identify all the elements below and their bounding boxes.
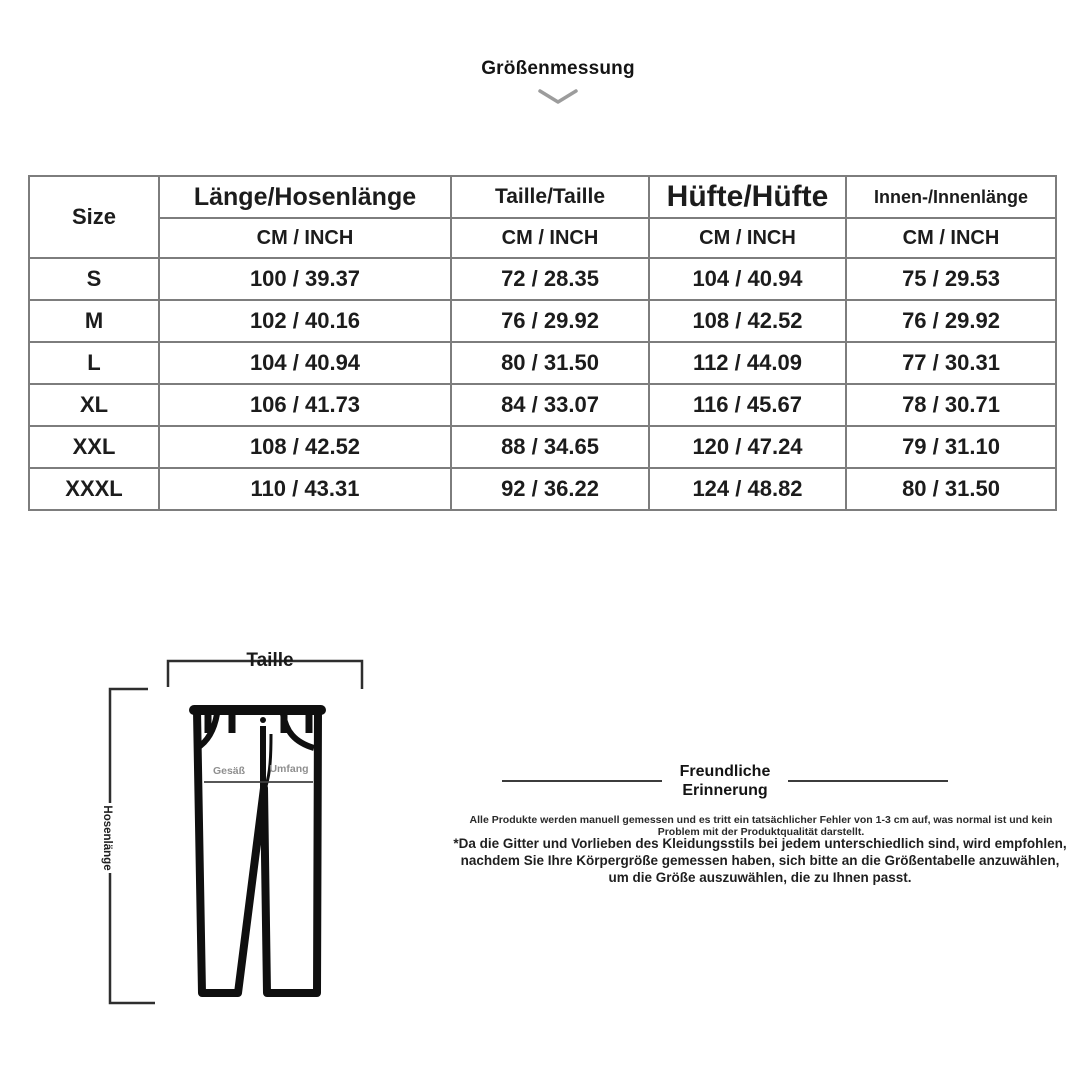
value-cell: 124 / 48.82 (649, 468, 846, 510)
size-cell: S (29, 258, 159, 300)
fly-button (260, 717, 266, 723)
table-header-row (29, 176, 1056, 218)
value-cell: 88 / 34.65 (451, 426, 649, 468)
size-cell: M (29, 300, 159, 342)
pants-outline (197, 711, 318, 993)
value-cell: 108 / 42.52 (649, 300, 846, 342)
value-cell: 79 / 31.10 (846, 426, 1056, 468)
value-cell: 84 / 33.07 (451, 384, 649, 426)
value-cell: 76 / 29.92 (846, 300, 1056, 342)
page-title: Größenmessung (481, 58, 635, 79)
value-cell: 76 / 29.92 (451, 300, 649, 342)
unit-cell: CM / INCH (451, 218, 649, 258)
column-header-innen: Innen-/Innenlänge (846, 176, 1056, 218)
size-table (28, 175, 1057, 511)
reminder-note: Alle Produkte werden manuell gemessen und es tritt ein tatsächlicher Fehler von 1-3 cm auf, was normal ist und kein Problem mit der Produktqualität darstellt. (469, 814, 1053, 838)
umfang-label: Umfang (269, 763, 309, 775)
unit-cell: CM / INCH (159, 218, 451, 258)
value-cell: 102 / 40.16 (159, 300, 451, 342)
table-row (29, 468, 1056, 510)
column-header-laenge: Länge/Hosenlänge (159, 176, 451, 218)
value-cell: 78 / 30.71 (846, 384, 1056, 426)
value-cell: 120 / 47.24 (649, 426, 846, 468)
size-cell: XXXL (29, 468, 159, 510)
value-cell: 112 / 44.09 (649, 342, 846, 384)
chevron-down-icon (537, 88, 579, 106)
reminder-title (680, 762, 771, 800)
gesaess-label: Gesäß (212, 765, 246, 777)
reminder-advice: *Da die Gitter und Vorlieben des Kleidungsstils bei jedem unterschiedlich sind, wird empfohlen, nachdem Sie Ihre Körpergröße gemessen haben, sich bitte an die Größentabelle anzuwählen, um die Größe auszuwählen, die zu Ihnen passt. (453, 836, 1067, 885)
hosenlaenge-label: Hosenlänge (101, 805, 113, 871)
size-cell: XL (29, 384, 159, 426)
value-cell: 106 / 41.73 (159, 384, 451, 426)
table-row (29, 426, 1056, 468)
value-cell: 110 / 43.31 (159, 468, 451, 510)
value-cell: 108 / 42.52 (159, 426, 451, 468)
value-cell: 80 / 31.50 (846, 468, 1056, 510)
hosenlaenge-bracket-top (110, 689, 148, 803)
taille-label: Taille (246, 650, 294, 671)
value-cell: 104 / 40.94 (159, 342, 451, 384)
value-cell: 100 / 39.37 (159, 258, 451, 300)
value-cell: 72 / 28.35 (451, 258, 649, 300)
table-row (29, 258, 1056, 300)
size-cell: L (29, 342, 159, 384)
reminder-title-line2: Erinnerung (682, 782, 768, 799)
column-header-huefte: Hüfte/Hüfte (649, 176, 846, 218)
hosenlaenge-bracket-bottom (110, 873, 155, 1003)
reminder-heading (505, 762, 945, 800)
table-row (29, 300, 1056, 342)
right-rule-line (788, 780, 948, 782)
value-cell: 104 / 40.94 (649, 258, 846, 300)
table-unit-row (29, 218, 1056, 258)
value-cell: 77 / 30.31 (846, 342, 1056, 384)
value-cell: 116 / 45.67 (649, 384, 846, 426)
column-header-size: Size (29, 176, 159, 258)
value-cell: 80 / 31.50 (451, 342, 649, 384)
unit-cell: CM / INCH (649, 218, 846, 258)
reminder-title-line1: Freundliche (679, 763, 771, 780)
table-row (29, 342, 1056, 384)
unit-cell: CM / INCH (846, 218, 1056, 258)
value-cell: 75 / 29.53 (846, 258, 1056, 300)
left-rule-line (502, 780, 662, 782)
table-row (29, 384, 1056, 426)
value-cell: 92 / 36.22 (451, 468, 649, 510)
pants-measurement-diagram (80, 630, 400, 1030)
column-header-taille: Taille/Taille (451, 176, 649, 218)
size-cell: XXL (29, 426, 159, 468)
